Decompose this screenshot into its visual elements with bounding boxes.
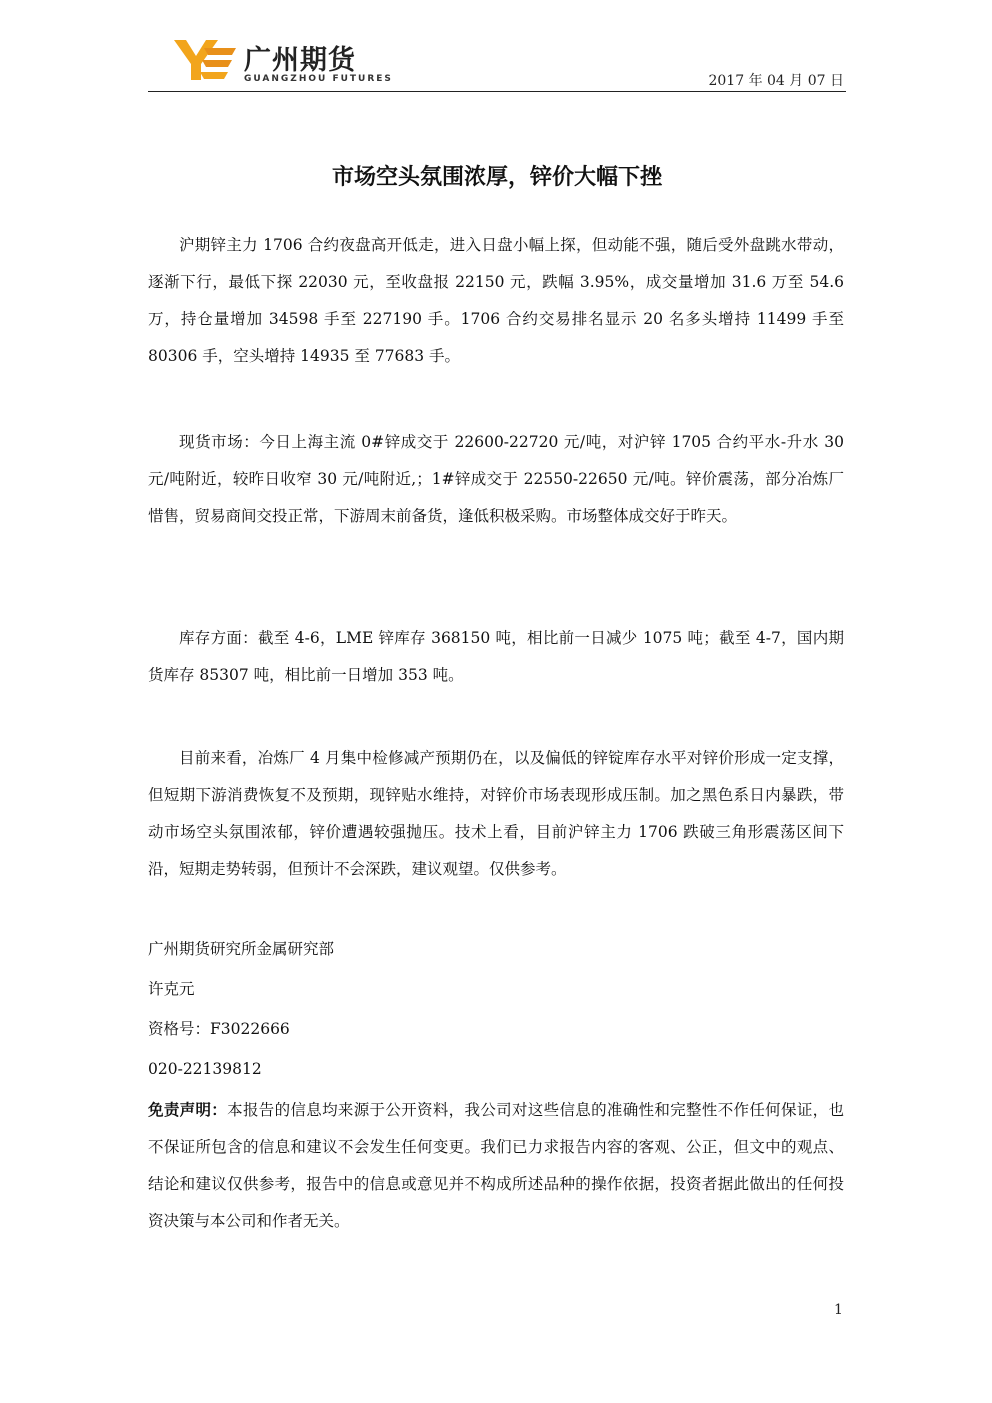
disclaimer — [148, 1092, 844, 1240]
disclaimer-label: 免责声明： — [148, 1101, 228, 1119]
page-number: 1 — [834, 1302, 843, 1318]
disclaimer-text: 本报告的信息均来源于公开资料，我公司对这些信息的准确性和完整性不作任何保证，也不保证所包含的信息和建议不会发生任何变更。我们已力求报告内容的客观、公正，但文中的观点、结论和建议仅供参考，报告中的信息或意见并不构成所述品种的操作依据，投资者据此做出的任何投资决策与本公司和作者无关。 — [148, 1101, 844, 1230]
paragraph-outlook: 目前来看，冶炼厂 4 月集中检修减产预期仍在，以及偏低的锌锭库存水平对锌价形成一定支撑，但短期下游消费恢复不及预期，现锌贴水维持，对锌价市场表现形成压制。加之黑色系日内暴跌，带动市场空头氛围浓郁，锌价遭遇较强抛压。技术上看，目前沪锌主力 1706 跌破三角形震荡区间下沿，短期走势转弱，但预计不会深跌，建议观望。仅供参考。 — [148, 749, 844, 878]
company-logo — [174, 36, 404, 86]
logo-chinese-name: 广州期货 — [244, 45, 356, 76]
logo-english-name: GUANGZHOU FUTURES — [244, 74, 393, 84]
author-department: 广州期货研究所金属研究部 — [148, 940, 335, 958]
report-date: 2017 年 04 月 07 日 — [708, 73, 844, 89]
header-divider — [148, 91, 846, 92]
author-license: 资格号：F3022666 — [148, 1020, 290, 1038]
paragraph-market-summary: 沪期锌主力 1706 合约夜盘高开低走，进入日盘小幅上探，但动能不强，随后受外盘跳水带动，逐渐下行，最低下探 22030 元，至收盘报 22150 元，跌幅 3.95%，成交量增加 31.6 万至 54.6 万，持仓量增加 34598 手至 227190 手。1706 合约交易排名显示 20 名多头增持 11499 手至 80306 手，空头增持 14935 至 77683 手。 — [148, 236, 844, 365]
author-phone: 020-22139812 — [148, 1060, 262, 1078]
author-name: 许克元 — [148, 980, 195, 998]
paragraph-inventory: 库存方面：截至 4-6，LME 锌库存 368150 吨，相比前一日减少 1075 吨；截至 4-7，国内期货库存 85307 吨，相比前一日增加 353 吨。 — [148, 629, 844, 684]
paragraph-spot-market: 现货市场：今日上海主流 0#锌成交于 22600-22720 元/吨，对沪锌 1705 合约平水-升水 30 元/吨附近，较昨日收窄 30 元/吨附近,；1#锌成交于 22550-22650 元/吨。锌价震荡，部分冶炼厂惜售，贸易商间交投正常，下游周末前备货，逢低积极采购。市场整体成交好于昨天。 — [148, 433, 844, 525]
page-header — [148, 28, 846, 94]
yf-logo-icon — [174, 38, 238, 82]
report-title: 市场空头氛围浓厚，锌价大幅下挫 — [331, 165, 662, 190]
